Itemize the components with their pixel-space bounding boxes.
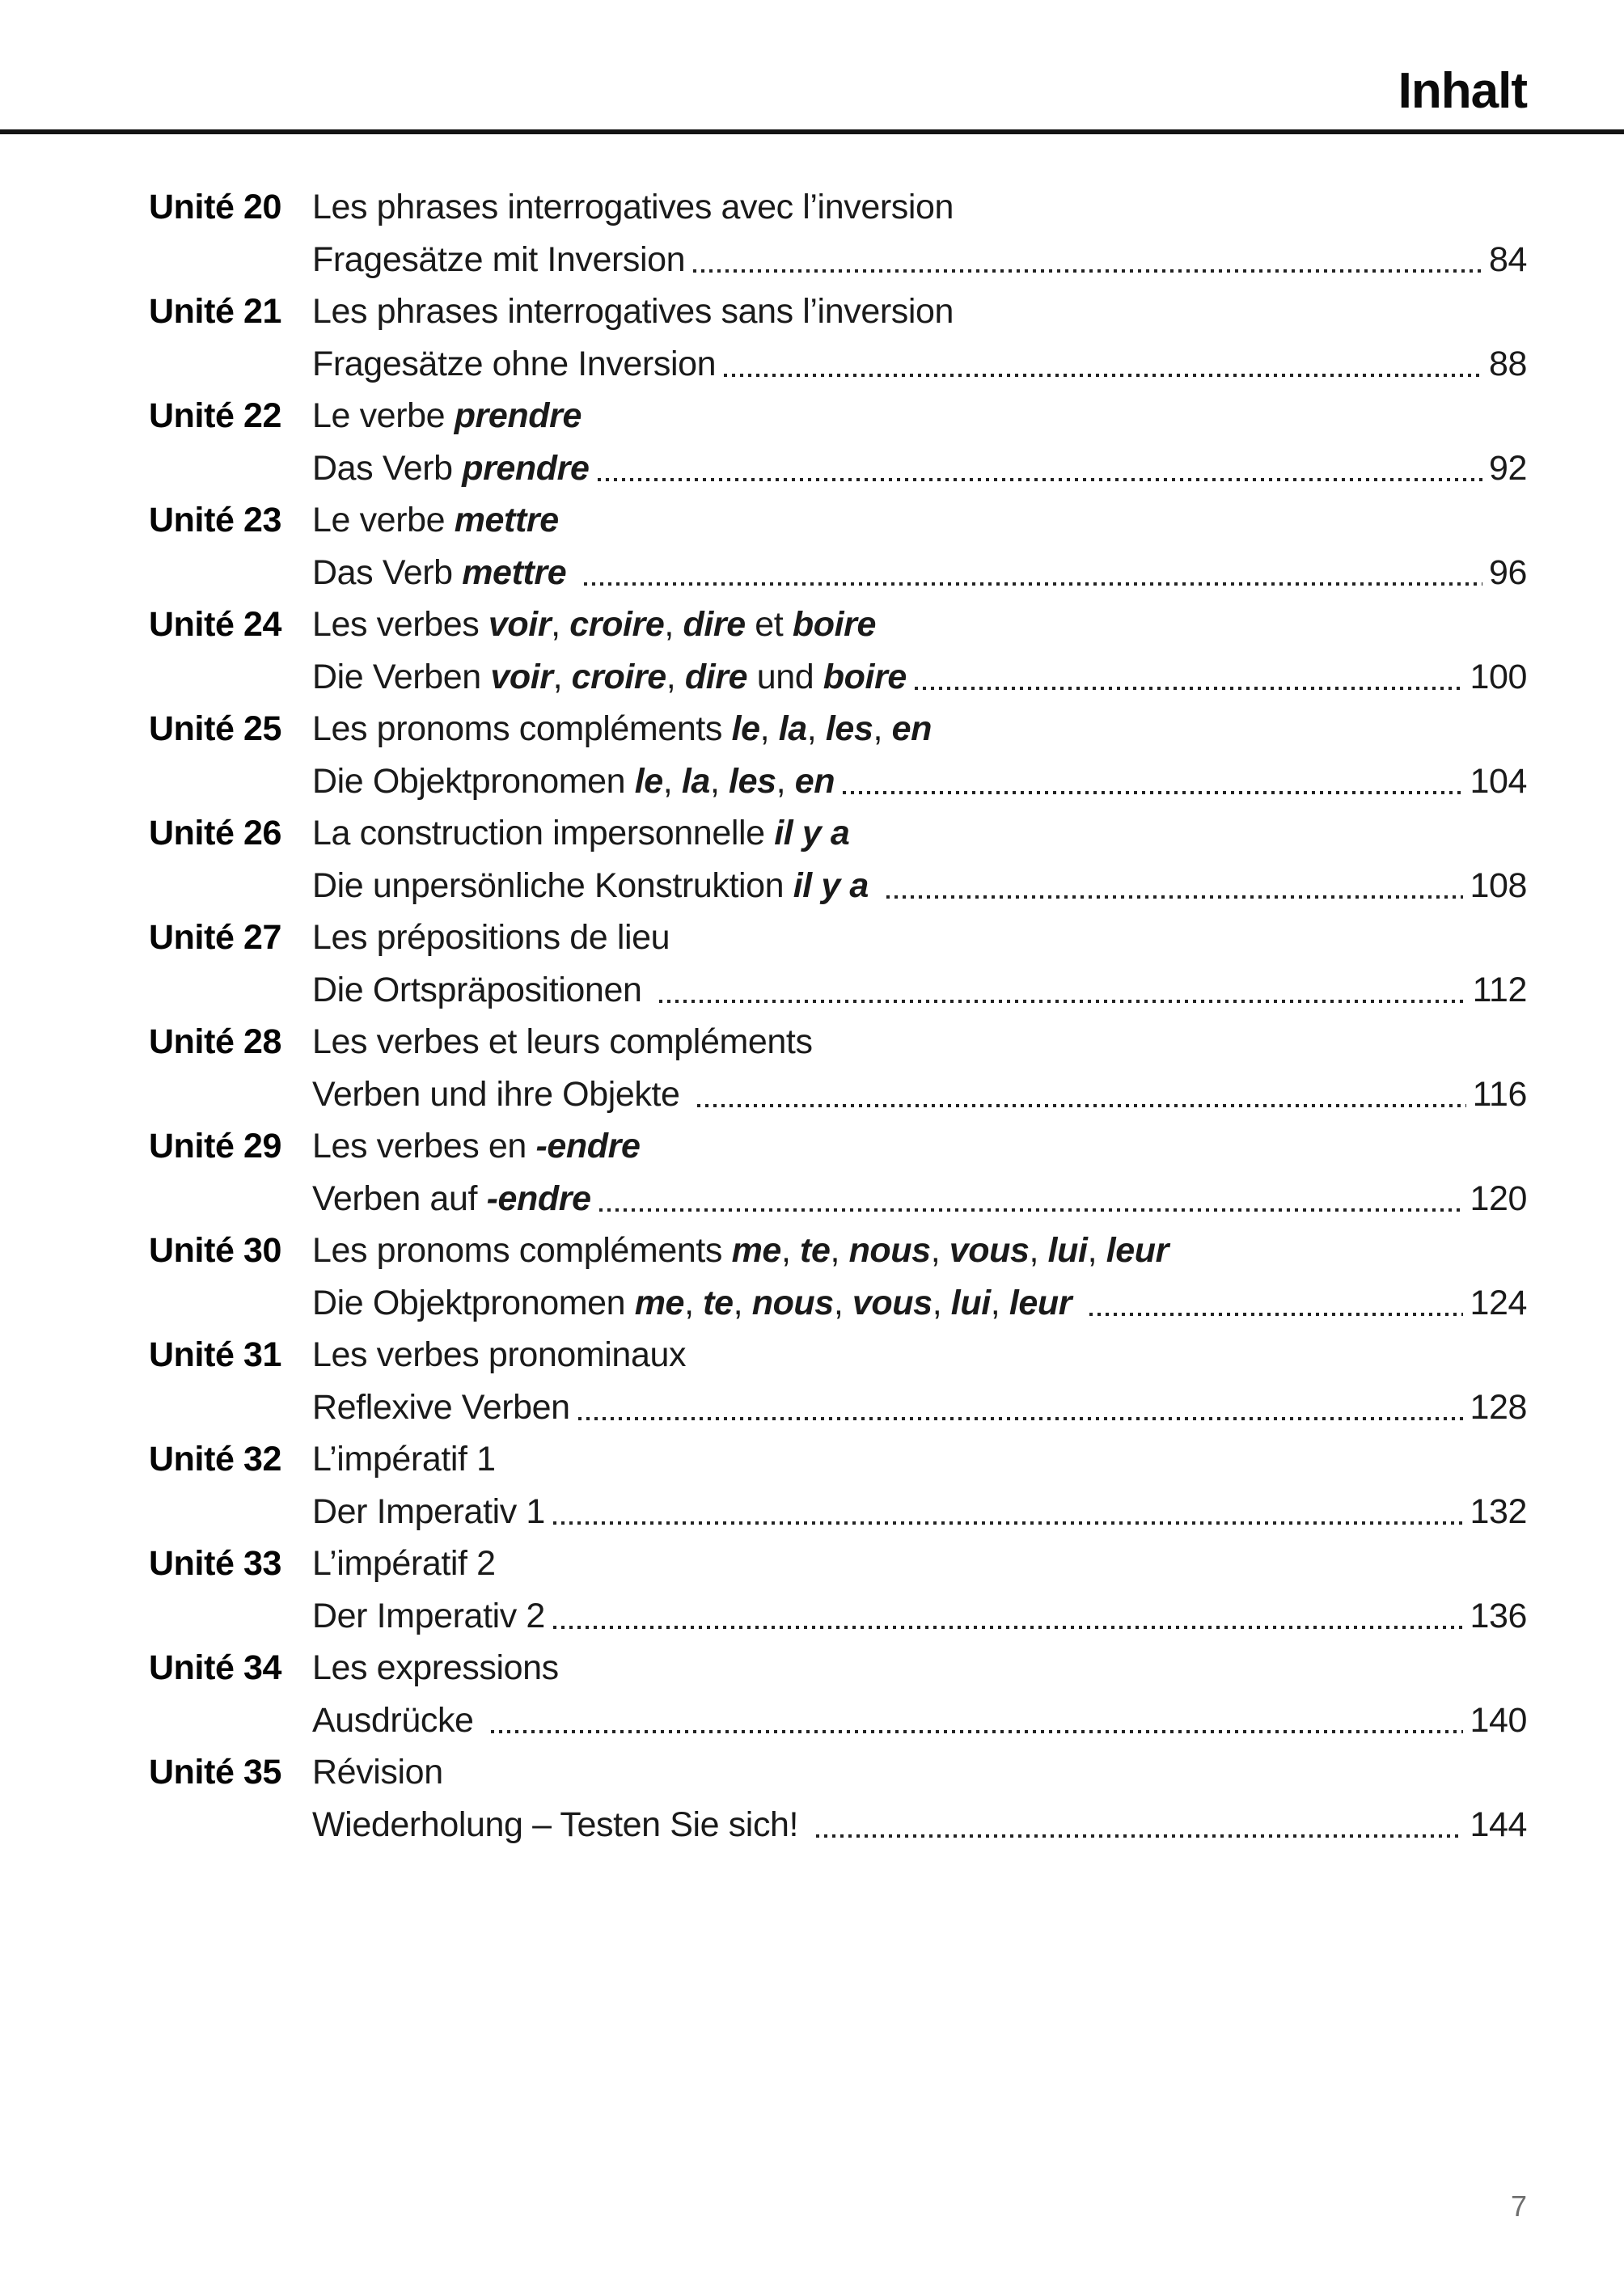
toc-entry bbox=[149, 1538, 1527, 1642]
dot-leader bbox=[578, 1417, 1464, 1420]
entry-title-french: Le verbe mettre bbox=[312, 501, 559, 539]
dot-leader bbox=[843, 791, 1463, 794]
dot-leader bbox=[553, 1521, 1464, 1525]
entry-title-german: Ausdrücke bbox=[312, 1700, 484, 1740]
entry-row-french bbox=[149, 703, 1527, 755]
entry-row-french bbox=[149, 390, 1527, 442]
entry-row-german bbox=[149, 964, 1527, 1017]
dot-leader bbox=[1089, 1313, 1464, 1316]
page-title: Inhalt bbox=[1398, 63, 1527, 119]
entry-page-number: 116 bbox=[1472, 1074, 1527, 1114]
toc-entry bbox=[149, 912, 1527, 1016]
entry-page-number: 88 bbox=[1488, 344, 1527, 383]
toc-entry bbox=[149, 286, 1527, 390]
entry-row-french bbox=[149, 1746, 1527, 1799]
entry-title-french: L’impératif 1 bbox=[312, 1440, 496, 1479]
entry-title-french: Les verbes pronominaux bbox=[312, 1335, 687, 1374]
unit-label: Unité 25 bbox=[149, 709, 282, 748]
toc-entry bbox=[149, 494, 1527, 599]
dot-leader bbox=[553, 1626, 1464, 1629]
entry-page-number: 84 bbox=[1488, 239, 1527, 279]
toc-list bbox=[149, 181, 1527, 1851]
entry-title-french: L’impératif 2 bbox=[312, 1544, 496, 1583]
toc-entry bbox=[149, 1746, 1527, 1851]
entry-title-french: Les pronoms compléments le, la, les, en bbox=[312, 709, 932, 748]
entry-title-german: Die unpersönliche Konstruktion il y a bbox=[312, 865, 869, 905]
entry-title-french: Les verbes et leurs compléments bbox=[312, 1022, 813, 1061]
unit-label: Unité 20 bbox=[149, 188, 282, 226]
toc-entry bbox=[149, 390, 1527, 494]
entry-row-french bbox=[149, 1329, 1527, 1381]
toc-entry bbox=[149, 1642, 1527, 1746]
entry-title-french: La construction impersonnelle il y a bbox=[312, 814, 850, 852]
entry-row-french bbox=[149, 1642, 1527, 1694]
entry-row-french bbox=[149, 1538, 1527, 1590]
entry-row-german bbox=[149, 1277, 1527, 1330]
entry-row-german bbox=[149, 442, 1527, 495]
entry-row-german bbox=[149, 338, 1527, 391]
header-divider bbox=[0, 129, 1624, 134]
entry-row-french bbox=[149, 599, 1527, 651]
entry-row-french bbox=[149, 912, 1527, 964]
entry-title-french: Les expressions bbox=[312, 1648, 559, 1687]
entry-title-german: Verben und ihre Objekte bbox=[312, 1074, 690, 1114]
entry-page-number: 100 bbox=[1470, 657, 1527, 696]
toc-entry bbox=[149, 181, 1527, 286]
toc-entry bbox=[149, 1329, 1527, 1433]
unit-label: Unité 26 bbox=[149, 814, 282, 852]
entry-page-number: 132 bbox=[1470, 1491, 1527, 1531]
dot-leader bbox=[693, 269, 1482, 273]
entry-title-french: Révision bbox=[312, 1753, 443, 1792]
entry-row-german bbox=[149, 234, 1527, 286]
entry-title-german: Der Imperativ 1 bbox=[312, 1491, 545, 1531]
entry-title-german: Die Verben voir, croire, dire und boire bbox=[312, 657, 907, 696]
page-number: 7 bbox=[1510, 2189, 1527, 2223]
entry-title-german: Fragesätze ohne Inversion bbox=[312, 344, 717, 383]
entry-page-number: 104 bbox=[1470, 761, 1527, 801]
unit-label: Unité 32 bbox=[149, 1440, 282, 1479]
toc-entry bbox=[149, 1433, 1527, 1538]
dot-leader bbox=[886, 895, 1464, 899]
entry-page-number: 112 bbox=[1472, 970, 1527, 1009]
entry-title-french: Le verbe prendre bbox=[312, 396, 582, 435]
dot-leader bbox=[816, 1834, 1464, 1838]
entry-row-french bbox=[149, 1225, 1527, 1277]
entry-page-number: 120 bbox=[1470, 1178, 1527, 1218]
toc-entry bbox=[149, 703, 1527, 807]
entry-page-number: 108 bbox=[1470, 865, 1527, 905]
entry-row-german bbox=[149, 860, 1527, 912]
entry-row-german bbox=[149, 1173, 1527, 1225]
entry-title-french: Les phrases interrogatives avec l’inversion bbox=[312, 188, 954, 226]
entry-page-number: 128 bbox=[1470, 1387, 1527, 1427]
dot-leader bbox=[697, 1104, 1466, 1107]
entry-title-german: Der Imperativ 2 bbox=[312, 1596, 545, 1635]
entry-row-french bbox=[149, 1433, 1527, 1486]
entry-row-german bbox=[149, 651, 1527, 704]
unit-label: Unité 34 bbox=[149, 1648, 282, 1687]
entry-page-number: 136 bbox=[1470, 1596, 1527, 1635]
entry-page-number: 92 bbox=[1488, 448, 1527, 488]
entry-row-french bbox=[149, 286, 1527, 338]
toc-entry bbox=[149, 1225, 1527, 1329]
entry-row-german bbox=[149, 1068, 1527, 1121]
unit-label: Unité 31 bbox=[149, 1335, 282, 1374]
entry-row-french bbox=[149, 1016, 1527, 1068]
toc-entry bbox=[149, 599, 1527, 703]
entry-title-french: Les prépositions de lieu bbox=[312, 918, 670, 957]
entry-title-german: Die Ortspräpositionen bbox=[312, 970, 652, 1009]
toc-entry bbox=[149, 1120, 1527, 1225]
entry-row-german bbox=[149, 1381, 1527, 1434]
unit-label: Unité 28 bbox=[149, 1022, 282, 1061]
unit-label: Unité 29 bbox=[149, 1127, 282, 1166]
unit-label: Unité 23 bbox=[149, 501, 282, 539]
entry-title-german: Fragesätze mit Inversion bbox=[312, 239, 686, 279]
entry-title-german: Die Objektpronomen me, te, nous, vous, lui, leur bbox=[312, 1283, 1072, 1322]
entry-row-french bbox=[149, 1120, 1527, 1173]
entry-title-german: Das Verb prendre bbox=[312, 448, 590, 488]
dot-leader bbox=[599, 1208, 1464, 1212]
unit-label: Unité 22 bbox=[149, 396, 282, 435]
unit-label: Unité 21 bbox=[149, 292, 282, 331]
dot-leader bbox=[724, 374, 1482, 377]
unit-label: Unité 27 bbox=[149, 918, 282, 957]
toc-entry bbox=[149, 1016, 1527, 1120]
entry-title-german: Reflexive Verben bbox=[312, 1387, 570, 1427]
entry-row-french bbox=[149, 181, 1527, 234]
unit-label: Unité 33 bbox=[149, 1544, 282, 1583]
dot-leader bbox=[491, 1730, 1463, 1733]
entry-title-french: Les phrases interrogatives sans l’inversion bbox=[312, 292, 954, 331]
entry-row-french bbox=[149, 807, 1527, 860]
entry-page-number: 96 bbox=[1488, 552, 1527, 592]
entry-title-german: Verben auf -endre bbox=[312, 1178, 591, 1218]
entry-page-number: 124 bbox=[1470, 1283, 1527, 1322]
entry-title-german: Das Verb mettre bbox=[312, 552, 567, 592]
entry-title-german: Die Objektpronomen le, la, les, en bbox=[312, 761, 835, 801]
dot-leader bbox=[584, 582, 1482, 586]
entry-row-german bbox=[149, 755, 1527, 808]
entry-title-french: Les verbes en -endre bbox=[312, 1127, 641, 1166]
unit-label: Unité 24 bbox=[149, 605, 282, 644]
unit-label: Unité 35 bbox=[149, 1753, 282, 1792]
entry-row-french bbox=[149, 494, 1527, 547]
entry-title-french: Les pronoms compléments me, te, nous, vous, lui, leur bbox=[312, 1231, 1169, 1270]
dot-leader bbox=[598, 478, 1482, 481]
entry-row-german bbox=[149, 1590, 1527, 1643]
unit-label: Unité 30 bbox=[149, 1231, 282, 1270]
dot-leader bbox=[659, 1000, 1466, 1003]
entry-row-german bbox=[149, 1486, 1527, 1538]
entry-title-french: Les verbes voir, croire, dire et boire bbox=[312, 605, 877, 644]
entry-page-number: 140 bbox=[1470, 1700, 1527, 1740]
entry-page-number: 144 bbox=[1470, 1804, 1527, 1844]
entry-row-german bbox=[149, 1799, 1527, 1851]
entry-row-german bbox=[149, 547, 1527, 599]
toc-entry bbox=[149, 807, 1527, 912]
entry-row-german bbox=[149, 1694, 1527, 1747]
dot-leader bbox=[915, 687, 1464, 690]
entry-title-german: Wiederholung – Testen Sie sich! bbox=[312, 1804, 808, 1844]
